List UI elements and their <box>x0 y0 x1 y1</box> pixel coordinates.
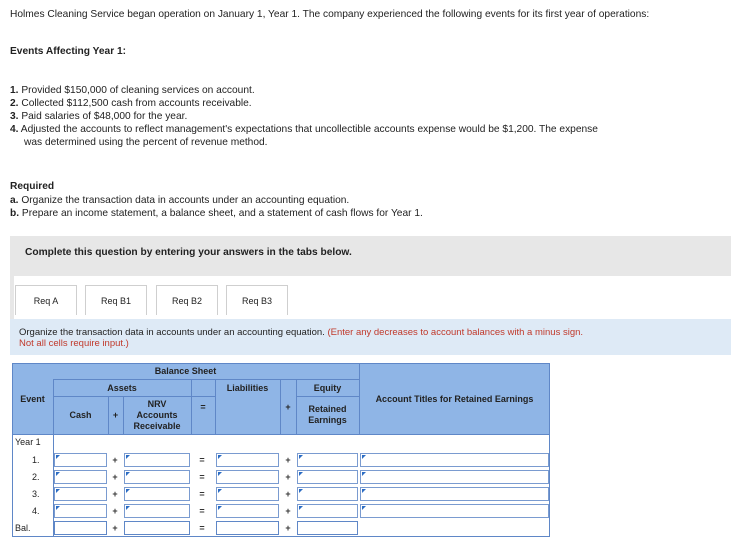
nrv-input-2[interactable] <box>124 470 190 484</box>
cash-input-2[interactable] <box>54 470 107 484</box>
tab-req-b1[interactable]: Req B1 <box>85 285 147 315</box>
cash-input-3[interactable] <box>54 487 107 501</box>
row-label-3: 3. <box>32 489 40 499</box>
balance-sheet-title: Balance Sheet <box>154 366 217 376</box>
plus-sign: + <box>112 506 118 516</box>
liabilities-input-2[interactable] <box>216 470 279 484</box>
retained-earnings-total <box>297 521 358 535</box>
instruction-text: Complete this question by entering your answers in the tabs below. <box>25 247 352 258</box>
account-title-input-2[interactable] <box>360 470 549 484</box>
cash-input-1[interactable] <box>54 453 107 467</box>
cash-input-4[interactable] <box>54 504 107 518</box>
plus-sign: + <box>112 455 118 465</box>
tab-req-b2[interactable]: Req B2 <box>156 285 218 315</box>
plus-header-2: + <box>285 402 291 412</box>
plus-sign: + <box>285 523 291 533</box>
assets-header: Assets <box>107 383 137 393</box>
plus-sign: + <box>112 472 118 482</box>
account-title-input-3[interactable] <box>360 487 549 501</box>
equity-header: Equity <box>313 383 342 393</box>
events-list <box>10 84 710 149</box>
event-item: 2. Collected $112,500 cash from accounts receivable. <box>10 98 252 109</box>
event-item: 1. Provided $150,000 of cleaning services on account. <box>10 85 255 96</box>
equals-sign: = <box>199 523 205 533</box>
tab-req-b3[interactable]: Req B3 <box>226 285 288 315</box>
event-item: 4. Adjusted the accounts to reflect management's expectations that uncollectible accounts expense would be $1,200. The expense was determined using the percent of revenue method. <box>10 124 598 148</box>
plus-sign: + <box>112 523 118 533</box>
panel-instruction: Organize the transaction data in accounts under an accounting equation. (Enter any decreases to account balances with a minus sign. Not all cells require input.) <box>19 327 584 349</box>
plus-sign: + <box>285 489 291 499</box>
plus-sign: + <box>285 506 291 516</box>
cash-total <box>54 521 107 535</box>
retained-earnings-input-4[interactable] <box>297 504 358 518</box>
panel-note: (Enter any decreases to account balances with a minus sign. <box>327 327 584 338</box>
plus-sign: + <box>285 472 291 482</box>
liabilities-total <box>216 521 279 535</box>
event-header: Event <box>20 394 45 404</box>
equals-sign: = <box>199 472 205 482</box>
row-label-2: 2. <box>32 472 40 482</box>
event-item: 3. Paid salaries of $48,000 for the year. <box>10 111 188 122</box>
liabilities-input-4[interactable] <box>216 504 279 518</box>
required-item-b: b. Prepare an income statement, a balance sheet, and a statement of cash flows for Year 1. <box>10 208 423 219</box>
nrv-input-4[interactable] <box>124 504 190 518</box>
row-label-bal: Bal. <box>15 523 31 533</box>
account-title-input-1[interactable] <box>360 453 549 467</box>
nrv-total <box>124 521 190 535</box>
tab-req-a[interactable]: Req A <box>15 285 77 315</box>
retained-earnings-input-1[interactable] <box>297 453 358 467</box>
retained-earnings-input-2[interactable] <box>297 470 358 484</box>
plus-header: + <box>112 410 119 420</box>
nrv-input-1[interactable] <box>124 453 190 467</box>
retained-earnings-header: Retained Earnings <box>308 404 347 425</box>
row-label-1: 1. <box>32 455 40 465</box>
nrv-accounts-receivable-header: NRV Accounts Receivable <box>133 399 181 431</box>
equals-sign: = <box>199 489 205 499</box>
liabilities-input-1[interactable] <box>216 453 279 467</box>
row-label-4: 4. <box>32 506 40 516</box>
required-item-a: a. Organize the transaction data in accounts under an accounting equation. <box>10 195 350 206</box>
equals-header: = <box>200 402 206 412</box>
equals-sign: = <box>199 506 205 516</box>
plus-sign: + <box>285 455 291 465</box>
nrv-input-3[interactable] <box>124 487 190 501</box>
cash-header: Cash <box>69 410 92 420</box>
account-title-input-4[interactable] <box>360 504 549 518</box>
row-label-year1: Year 1 <box>15 437 41 447</box>
problem-intro: Holmes Cleaning Service began operation on January 1, Year 1. The company experienced the following events for its first year of operations: <box>10 9 650 20</box>
panel-note-2: Not all cells require input.) <box>19 338 129 349</box>
account-titles-header: Account Titles for Retained Earnings <box>375 394 534 404</box>
liabilities-input-3[interactable] <box>216 487 279 501</box>
equals-sign: = <box>199 455 205 465</box>
required-heading: Required <box>10 181 55 192</box>
required-list <box>10 194 423 220</box>
plus-sign: + <box>112 489 118 499</box>
liabilities-header: Liabilities <box>226 383 269 393</box>
retained-earnings-input-3[interactable] <box>297 487 358 501</box>
events-heading: Events Affecting Year 1: <box>10 46 127 57</box>
tab-gutter <box>10 276 14 320</box>
